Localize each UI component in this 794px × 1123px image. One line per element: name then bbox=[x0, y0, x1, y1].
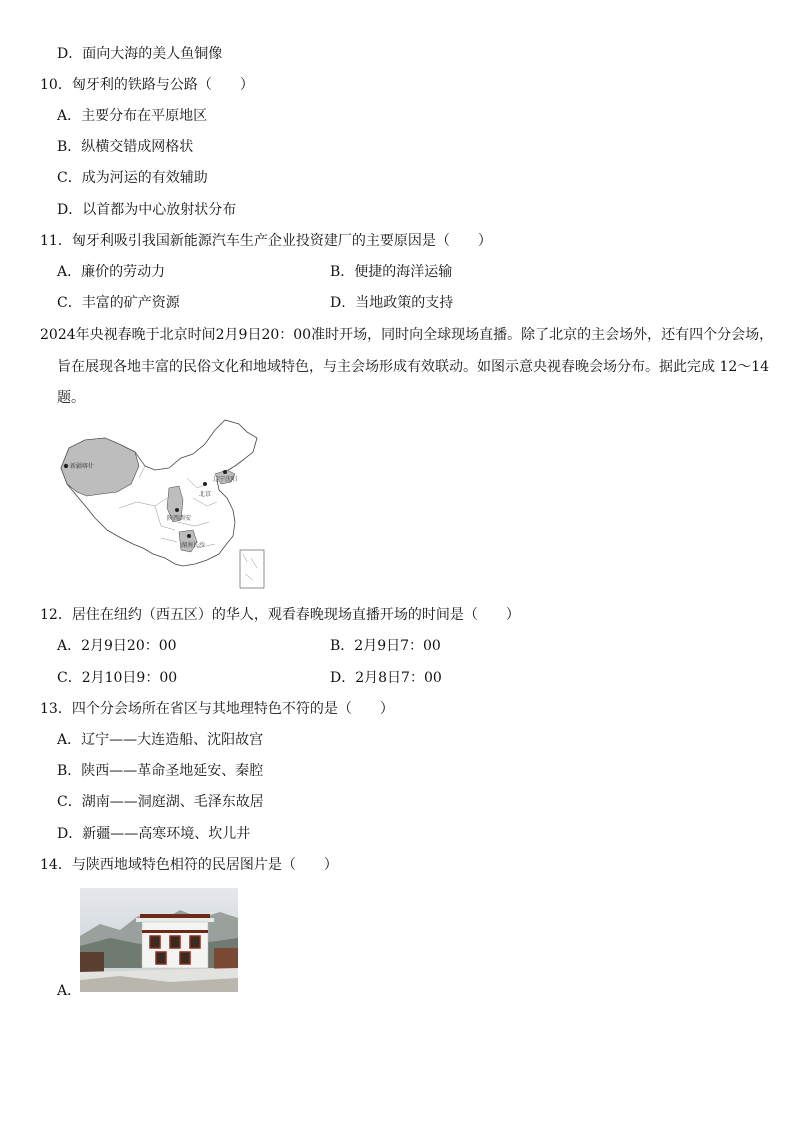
q11-stem: 11．匈牙利吸引我国新能源汽车生产企业投资建厂的主要原因是（ ） bbox=[40, 233, 492, 249]
map-label-shenyang: 辽宁沈阳 bbox=[213, 476, 238, 483]
q12-stem: 12．居住在纽约（西五区）的华人，观看春晚现场直播开场的时间是（ ） bbox=[40, 607, 520, 623]
china-venue-map bbox=[57, 418, 269, 593]
q12-option-b: B．2月9日7：00 bbox=[330, 638, 441, 654]
q13-option-c: C．湖南——洞庭湖、毛泽东故居 bbox=[57, 794, 264, 810]
map-label-changsha: 湖南长沙 bbox=[181, 542, 206, 549]
q10-option-d: D．以首都为中心放射状分布 bbox=[57, 202, 237, 218]
q10-stem: 10．匈牙利的铁路与公路（ ） bbox=[40, 77, 254, 93]
q11-option-c: C．丰富的矿产资源 bbox=[57, 295, 180, 311]
q12-option-d: D．2月8日7：00 bbox=[330, 670, 442, 686]
intro-line-2: 旨在展现各地丰富的民俗文化和地域特色，与主会场形成有效联动。如图示意央视春晚会场分布。据此完成 12～14 bbox=[57, 359, 770, 375]
map-label-xian: 陕西西安 bbox=[167, 515, 192, 522]
tibetan-house-photo bbox=[80, 888, 238, 992]
q12-option-c: C．2月10日9：00 bbox=[57, 670, 178, 686]
map-label-beijing: 北京 bbox=[199, 491, 212, 498]
q10-option-a: A．主要分布在平原地区 bbox=[57, 108, 208, 124]
q9-option-d: D．面向大海的美人鱼铜像 bbox=[57, 46, 223, 62]
q13-stem: 13．四个分会场所在省区与其地理特色不符的是（ ） bbox=[40, 701, 394, 717]
q14-option-a: A． bbox=[57, 983, 82, 999]
q14-stem: 14．与陕西地域特色相符的民居图片是（ ） bbox=[40, 857, 338, 873]
map-label-kashgar: 新疆喀什 bbox=[70, 463, 95, 470]
q11-option-b: B．便捷的海洋运输 bbox=[330, 264, 453, 280]
q13-option-a: A．辽宁——大连造船、沈阳故宫 bbox=[57, 732, 264, 748]
q12-option-a: A．2月9日20：00 bbox=[57, 638, 177, 654]
q11-option-d: D．当地政策的支持 bbox=[330, 295, 454, 311]
intro-line-1: 2024年央视春晚于北京时间2月9日20：00准时开场，同时向全球现场直播。除了北京的主会场外，还有四个分会场， bbox=[40, 327, 774, 343]
south-china-sea-inset bbox=[240, 550, 264, 588]
q13-option-d: D．新疆——高寒环境、坎儿井 bbox=[57, 826, 251, 842]
q10-option-b: B．纵横交错成网格状 bbox=[57, 139, 194, 155]
q13-option-b: B．陕西——革命圣地延安、秦腔 bbox=[57, 763, 264, 779]
intro-line-3: 题。 bbox=[57, 390, 85, 406]
q10-option-c: C．成为河运的有效辅助 bbox=[57, 170, 208, 186]
q11-option-a: A．廉价的劳动力 bbox=[57, 264, 166, 280]
